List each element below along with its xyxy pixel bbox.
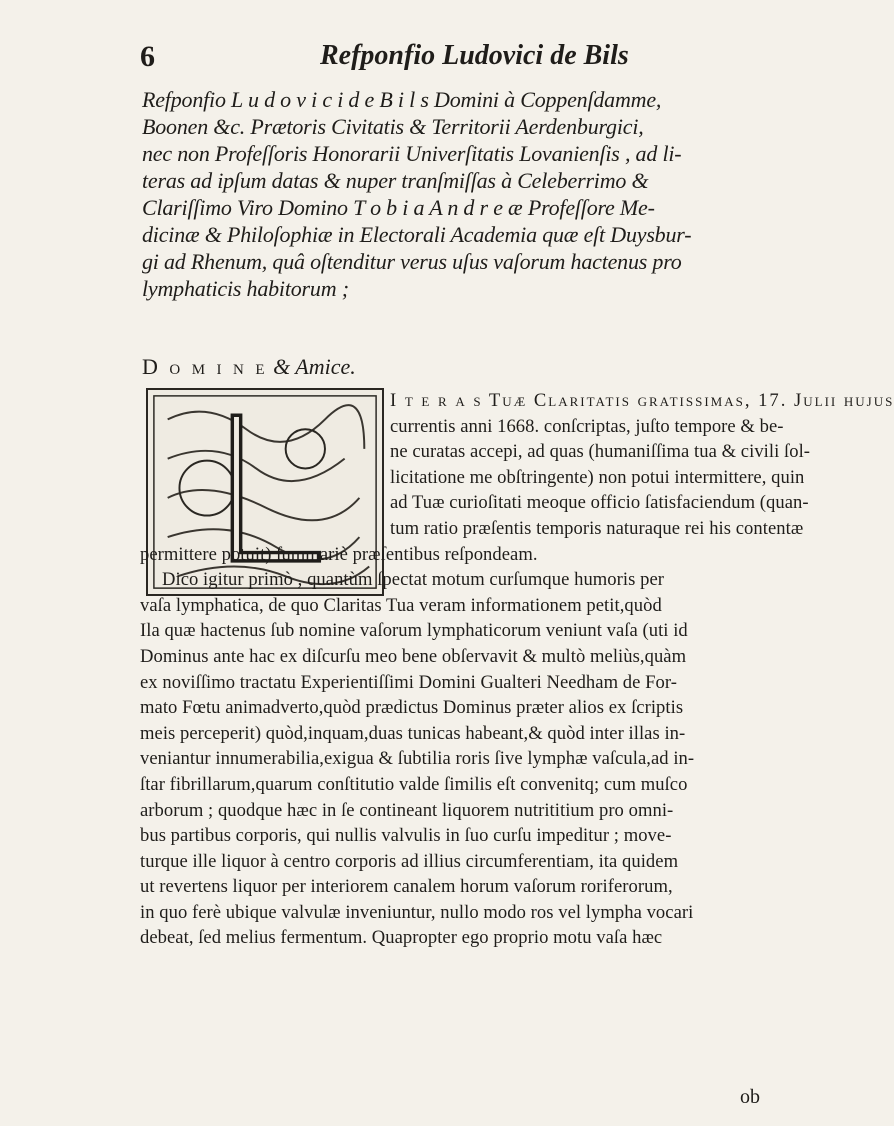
body-line: debeat, ſed melius fermentum. Quapropter ego proprio motu vaſa hæc [140,927,663,949]
body-line: Dominus ante hac ex diſcurſu meo bene obſervavit & multò meliùs,quàm [140,645,687,667]
body-line: turque ille liquor à centro corporis ad illius circumferentiam, ita quidem [140,850,679,872]
body-line: meis perceperit) quòd,inquam,duas tunicas habeant,& quòd inter illas in- [140,722,686,744]
body-line: ne curatas accepi, ad quas (humaniſſima tua & civili ſol- [390,441,811,463]
page-header [140,40,760,80]
body-line: arborum ; quodque hæc in ſe contineant liquorem nutrititium pro omni- [140,799,674,821]
title-line: teras ad ipſum datas & nuper tranſmiſſas à Celeberrimo & [142,168,649,193]
title-line: Refponfio L u d o v i c i d e B i l s Domini à Coppenſdamme, [142,87,662,112]
body-line: ut revertens liquor per interiorem canalem horum vaſorum roriferorum, [140,876,673,898]
body-line: in quo ferè ubique valvulæ inveniuntur, nullo modo ros vel lympha vocari [140,901,694,923]
body-line: permittere potuit) ſummariè præſentibus reſpondeam. [140,543,538,565]
body-line: Ila quæ hactenus ſub nomine vaſorum lymphaticorum veniunt vaſa (uti id [140,620,688,642]
body-text [140,388,894,951]
body-line: Dico igitur primò , quantùm ſpectat motum curſumque humoris per [162,569,664,591]
body-line: ex noviſſimo tractatu Experientiſſimi Domini Gualteri Needham de For- [140,671,677,693]
body-line: bus partibus corporis, qui nullis valvulis in ſuo curſu impeditur ; move- [140,825,672,847]
salutation-suffix: & Amice. [273,354,356,379]
body-line: ſtar fibrillarum,quarum conſtitutio valde ſimilis eſt convenitq; cum muſco [140,773,688,795]
body-line: tum ratio præſentis temporis naturaque rei his contentæ [390,517,804,539]
title-line: nec non Profeſſoris Honorarii Univerſitatis Lovanienſis , ad li- [142,141,682,166]
salutation-prefix: D o m i n e [142,354,268,379]
running-head: Refponfio Ludovici de Bils [320,40,629,71]
body-line: vaſa lymphatica, de quo Claritas Tua veram informationem petit,quòd [140,594,662,616]
body-line: ad Tuæ curioſitati meoque officio ſatisfaciendum (quan- [390,492,809,514]
title-line: Boonen &c. Prætoris Civitatis & Territorii Aerdenburgici, [142,114,644,139]
title-block [142,86,782,302]
salutation [142,354,356,380]
title-line: gi ad Rhenum, quâ oſtenditur verus uſus vaſorum hactenus pro [142,249,682,274]
body-line: mato Fœtu animadverto,quòd prædictus Dominus præter alios ex ſcriptis [140,697,684,719]
title-line: lymphaticis habitorum ; [142,276,349,301]
body-line: currentis anni 1668. conſcriptas, juſto tempore & be- [390,415,784,437]
page-number: 6 [140,40,155,73]
catchword: ob [740,1086,760,1108]
body-line: veniantur innumerabilia,exigua & ſubtilia roris ſive lymphæ vaſcula,ad in- [140,748,695,770]
body-line: licitatione me obſtringente) non potui intermittere, quin [390,466,805,488]
title-line: dicinæ & Philoſophiæ in Electorali Academia quæ eſt Duysbur- [142,222,692,247]
title-line: Clariſſimo Viro Domino T o b i a A n d r e æ Profeſſore Me- [142,195,655,220]
body-line: I t e r a s Tuæ Claritatis gratiſſimas, 17. Julii hujus [390,390,894,411]
